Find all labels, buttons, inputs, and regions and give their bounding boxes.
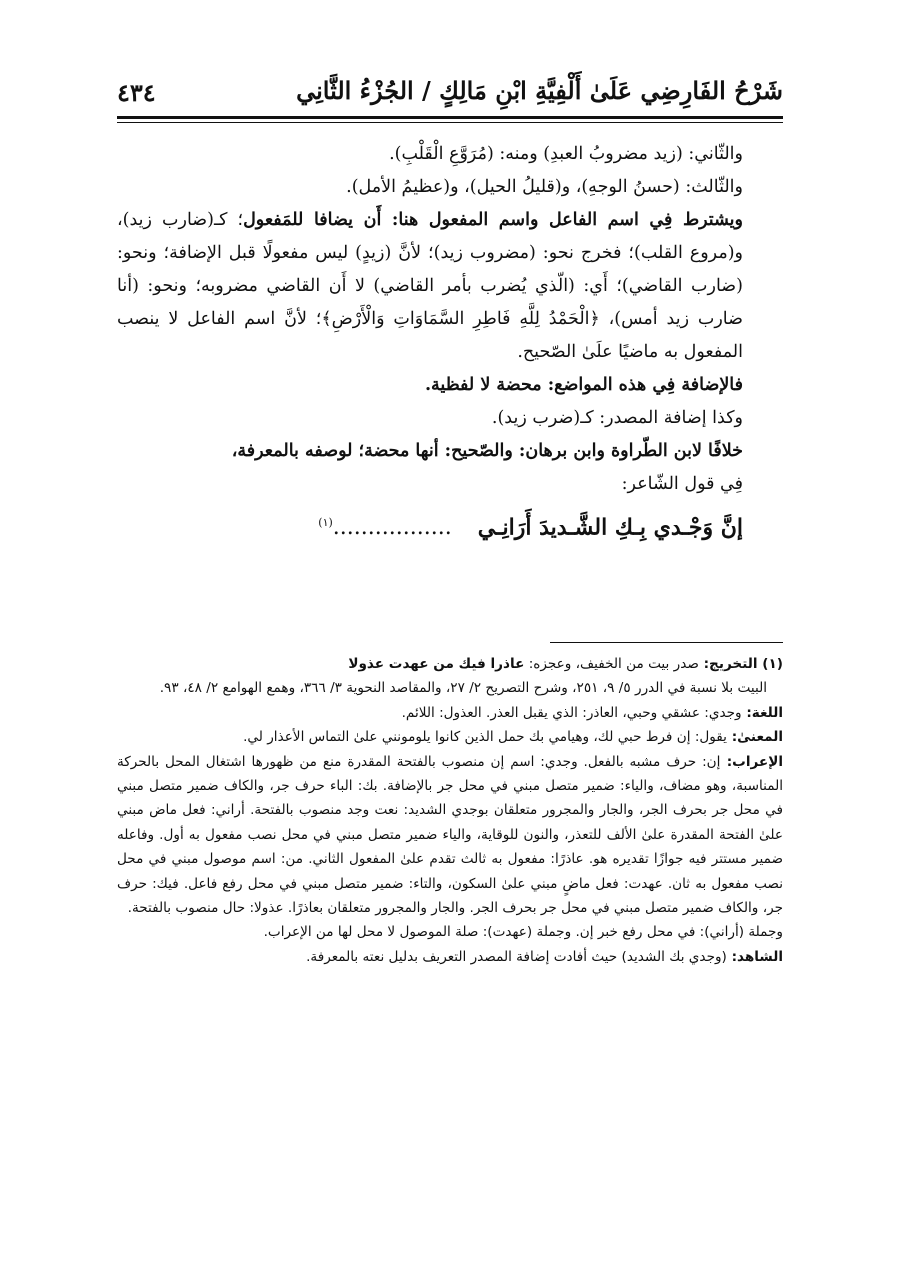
paragraph-masdar: وكذا إضافة المصدر: كـ(ضرب زيد). <box>491 408 743 428</box>
running-header <box>117 72 783 112</box>
parsing-label: الإعراب: <box>720 753 783 770</box>
paragraph-condition <box>117 204 783 369</box>
verse-text: إنَّ وَجْـدي بِـكِ الشَّـديدَ أَرَانِـي <box>477 514 743 541</box>
main-text <box>117 138 783 550</box>
evidence-label: الشاهد: <box>726 948 783 965</box>
meaning-label: المعنىٰ: <box>726 729 783 746</box>
footnote-language <box>117 701 783 725</box>
language-text: وجدي: عشقي وحبي، العاذر: الذي يقبل العذر. العذول: اللائم. <box>401 704 742 721</box>
poetry-verse <box>117 501 783 550</box>
footnote-evidence <box>117 945 783 969</box>
header-rule-thin <box>117 122 783 123</box>
paragraph-pure-annexation: فالإضافة فِي هذه المواضع: محضة لا لفظية. <box>424 375 743 395</box>
footnote-sources: البيت بلا نسبة في الدرر ٥/ ٩، ٢٥١، وشرح التصريح ٢/ ٢٧، والمقاصد النحوية ٣/ ٣٦٦، وهمع الهوامع ٢/ ٤٨، ٩٣. <box>159 680 767 697</box>
footnote-rule <box>550 642 783 643</box>
evidence-text: (وجدي بك الشديد) حيث أفادت إضافة المصدر التعريف بدليل نعته بالمعرفة. <box>306 948 727 965</box>
paragraph-third: والثّالث: (حسنُ الوجهِ)، و(قليلُ الحيل)، و(عظيمُ الأمل). <box>346 177 743 197</box>
running-title: شَرْحُ الفَارِضِي عَلَىٰ أَلْفِيَّةِ ابْنِ مَالِكٍ / الجُزْءُ الثَّانِي <box>296 76 783 105</box>
condition-explanation: ؛ كـ(ضارب زيد)، و(مروع القلب)؛ فخرج نحو: (مضروب زيد)؛ لأنَّ (زيدٍ) ليس مفعولًا قبل الإضافة؛ ونحو: (ضارب القاضي)؛ أَي: (الّذي يُضرب بأمر القاضي) لا أَن القاضي مضروبه؛ ونحو: (أنا ضارب زيد أمس)، ﴿الْحَمْدُ لِلَّهِ فَاطِرِ السَّمَاوَاتِ وَالْأَرْضِ﴾؛ لأنَّ اسم الفاعل لا ينصب المفعول به ماضيًا علَىٰ الصّحيح. <box>117 210 743 362</box>
verse-ellipsis: ................. <box>332 515 452 541</box>
paragraph-poet-intro: فِي قول الشّاعر: <box>621 474 743 494</box>
footnote-takhrij <box>117 652 783 676</box>
footnote-sentence-roles: وجملة (أراني): في محل رفع خبر إن. وجملة (عهدت): صلة الموصول لا محل لها من الإعراب. <box>263 924 783 941</box>
footnote-meaning <box>117 725 783 749</box>
condition-lead: ويشترط فِي اسم الفاعل واسم المفعول هنا: <box>381 210 743 230</box>
header-rule-thick <box>117 116 783 119</box>
footnotes <box>117 652 783 969</box>
footnote-marker: (١) <box>318 516 333 529</box>
verse-second-half: عاذرا فيك من عهدت عذولا <box>348 656 525 672</box>
paragraph-second: والثّاني: (زيد مضروبُ العبدِ) ومنه: (مُرَوَّعِ الْقَلْبِ). <box>389 144 743 164</box>
language-label: اللغة: <box>741 704 783 721</box>
page-number: ٤٣٤ <box>117 78 156 107</box>
takhrij-label: (١) التخريج: <box>698 656 783 672</box>
takhrij-text: صدر بيت من الخفيف، وعجزه: <box>524 656 699 672</box>
meaning-text: يقول: إن فرط حبي لك، وهيامي بك حمل الذين كانوا يلومونني علىٰ التماس الأعذار لي. <box>243 729 727 746</box>
paragraph-disagreement: خلافًا لابن الطّراوة وابن برهان: والصّحيح: أنها محضة؛ لوصفه بالمعرفة، <box>231 441 743 461</box>
parsing-text: إن: حرف مشبه بالفعل. وجدي: اسم إن منصوب بالفتحة المقدرة منع من ظهورها اشتغال المحل بالحركة المناسبة، وهو مضاف، والياء: ضمير متصل مبني في محل جر بالإضافة. بك: الباء حرف جر، والكاف ضمير متصل مبني في محل جر بحرف الجر، والجار والمجرور متعلقان بوجدي الشديد: نعت وجد منصوب بالفتحة. أراني: فعل ماض مبني علىٰ الفتحة المقدرة علىٰ الألف للتعذر، والنون للوقاية، والياء ضمير متصل مبني في محل نصب مفعول به أول. وفاعله ضمير مستتر فيه جوازًا تقديره هو. عاذرًا: مفعول به ثالث تقدم علىٰ المفعول الثاني. من: اسم موصول مبني في محل نصب مفعول به ثان. عهدت: فعل ماضٍ مبني علىٰ السكون، والتاء: ضمير متصل مبني في محل رفع فاعل. فيك: حرف جر، والكاف ضمير متصل مبني في محل جر بحرف الجر. والجار والمجرور متعلقان بعاذرًا. عذولا: حال منصوب بالفتحة. <box>117 753 783 917</box>
condition-rule: أَن يضافا للمَفعول <box>243 210 382 230</box>
footnote-parsing <box>117 750 783 921</box>
